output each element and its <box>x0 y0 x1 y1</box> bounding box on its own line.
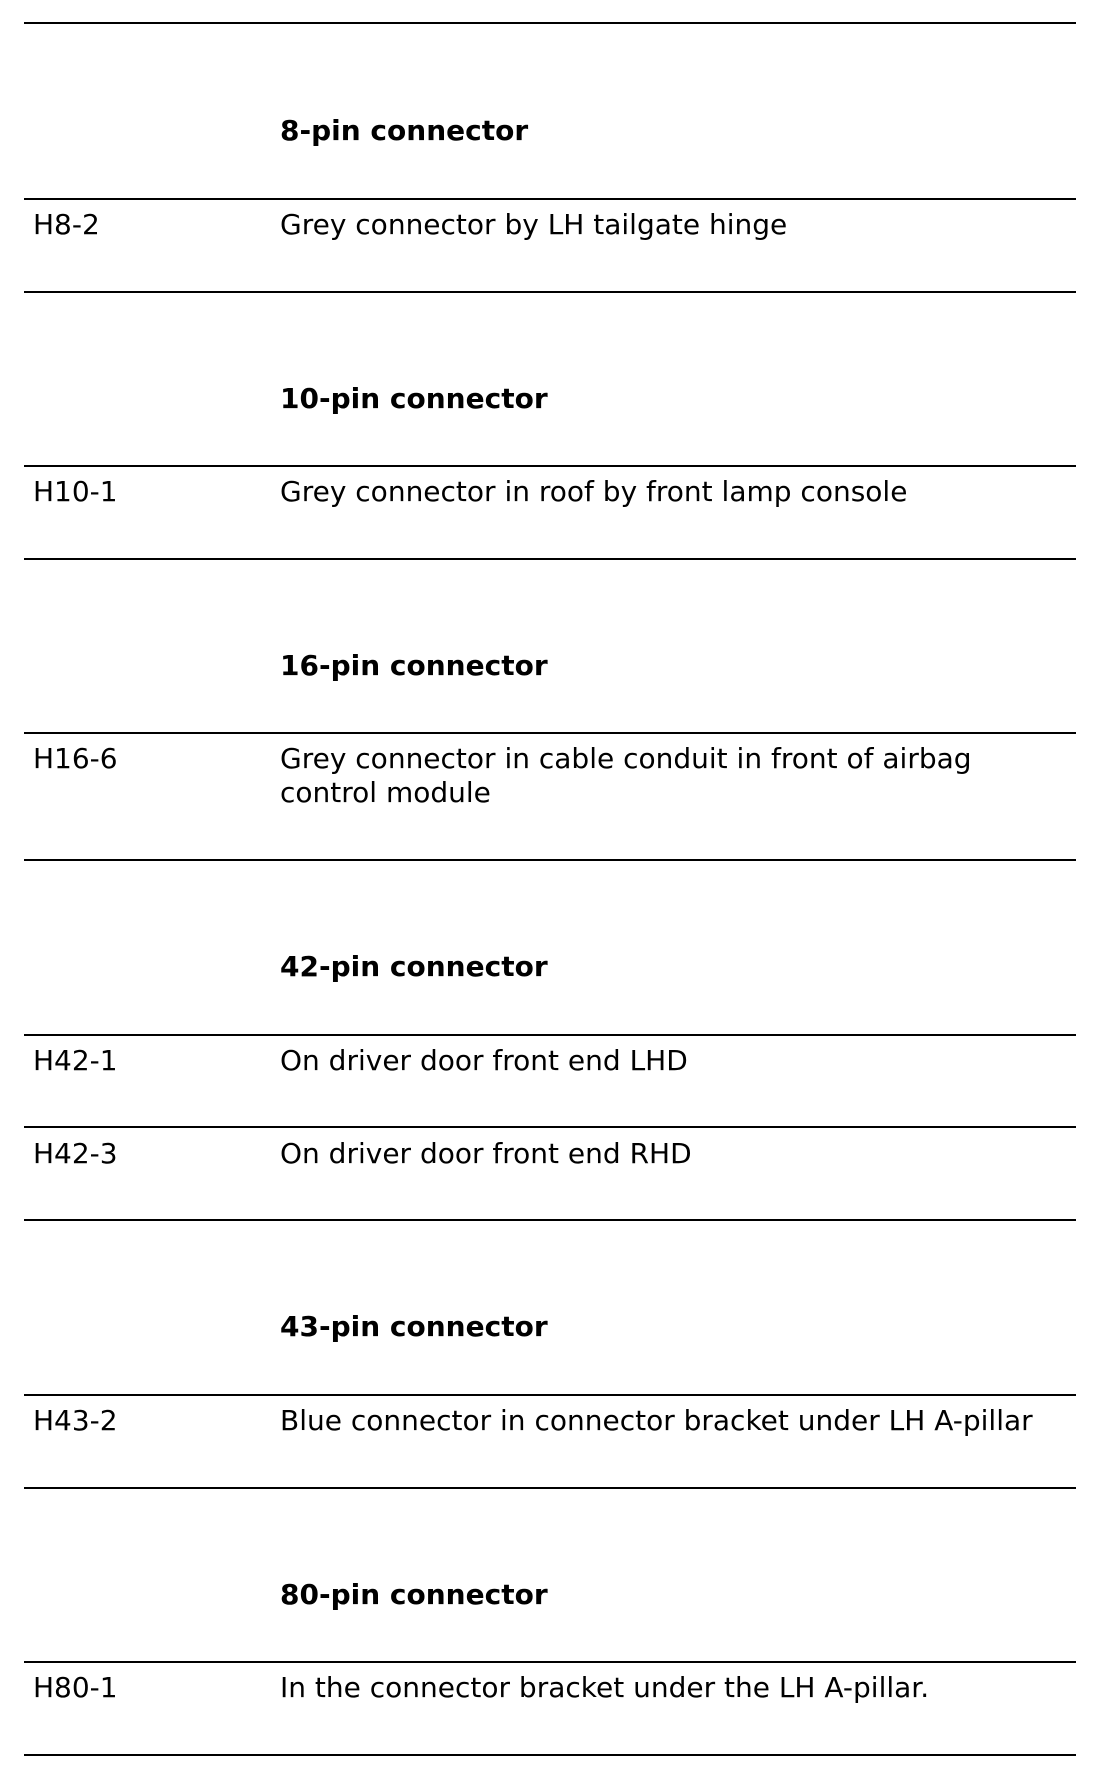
divider <box>24 1034 1076 1036</box>
connector-code: H80-1 <box>33 1671 118 1704</box>
connector-description: Grey connector in cable conduit in front of airbag control module <box>280 742 972 809</box>
divider <box>24 558 1076 560</box>
connector-description: On driver door front end LHD <box>280 1044 688 1077</box>
connector-code: H42-1 <box>33 1044 118 1077</box>
connector-code: H42-3 <box>33 1137 118 1170</box>
divider <box>24 859 1076 861</box>
divider <box>24 1126 1076 1128</box>
divider <box>24 22 1076 24</box>
divider <box>24 1487 1076 1489</box>
connector-code: H16-6 <box>33 742 118 775</box>
connector-description: On driver door front end RHD <box>280 1137 692 1170</box>
connector-code: H8-2 <box>33 208 100 241</box>
divider <box>24 1661 1076 1663</box>
divider <box>24 198 1076 200</box>
divider <box>24 732 1076 734</box>
divider <box>24 1754 1076 1756</box>
connector-code: H43-2 <box>33 1404 118 1437</box>
section-title-42-pin: 42-pin connector <box>280 950 548 983</box>
divider <box>24 291 1076 293</box>
connector-description: Blue connector in connector bracket under LH A-pillar <box>280 1404 1033 1437</box>
connector-description: In the connector bracket under the LH A-pillar. <box>280 1671 930 1704</box>
section-title-8-pin: 8-pin connector <box>280 114 529 147</box>
divider <box>24 465 1076 467</box>
connector-code: H10-1 <box>33 475 118 508</box>
connector-description: Grey connector by LH tailgate hinge <box>280 208 788 241</box>
divider <box>24 1394 1076 1396</box>
section-title-10-pin: 10-pin connector <box>280 382 548 415</box>
section-title-80-pin: 80-pin connector <box>280 1578 548 1611</box>
connector-description: Grey connector in roof by front lamp console <box>280 475 908 508</box>
section-title-43-pin: 43-pin connector <box>280 1310 548 1343</box>
divider <box>24 1219 1076 1221</box>
section-title-16-pin: 16-pin connector <box>280 649 548 682</box>
